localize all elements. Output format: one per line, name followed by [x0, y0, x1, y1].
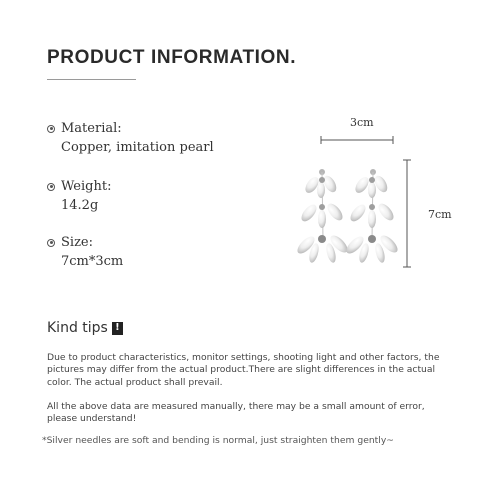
spec-value: 7cm*3cm	[61, 254, 124, 269]
spec-value: Copper, imitation pearl	[61, 140, 214, 155]
spec-label: Material:	[61, 121, 122, 136]
spec-label: Weight:	[61, 179, 112, 194]
tips-paragraph: All the above data are measured manually, there may be a small amount of error, please understand!	[47, 401, 425, 425]
spec-value: 14.2g	[61, 198, 99, 213]
width-dimension-label: 3cm	[350, 116, 374, 129]
page-title: PRODUCT INFORMATION.	[47, 47, 297, 68]
spec-label: Size:	[61, 235, 93, 250]
kind-tips-label: Kind tips	[47, 320, 108, 336]
height-dimension-label: 7cm	[428, 208, 452, 221]
exclamation-icon: !	[112, 322, 123, 335]
kind-tips-heading	[47, 320, 123, 336]
tips-note: *Silver needles are soft and bending is normal, just straighten them gently~	[42, 435, 394, 446]
tips-paragraph: Due to product characteristics, monitor settings, shooting light and other factors, the pictures may differ from the actual product.There are slight differences in the actual color. The actual product shall prevail.	[47, 352, 440, 388]
